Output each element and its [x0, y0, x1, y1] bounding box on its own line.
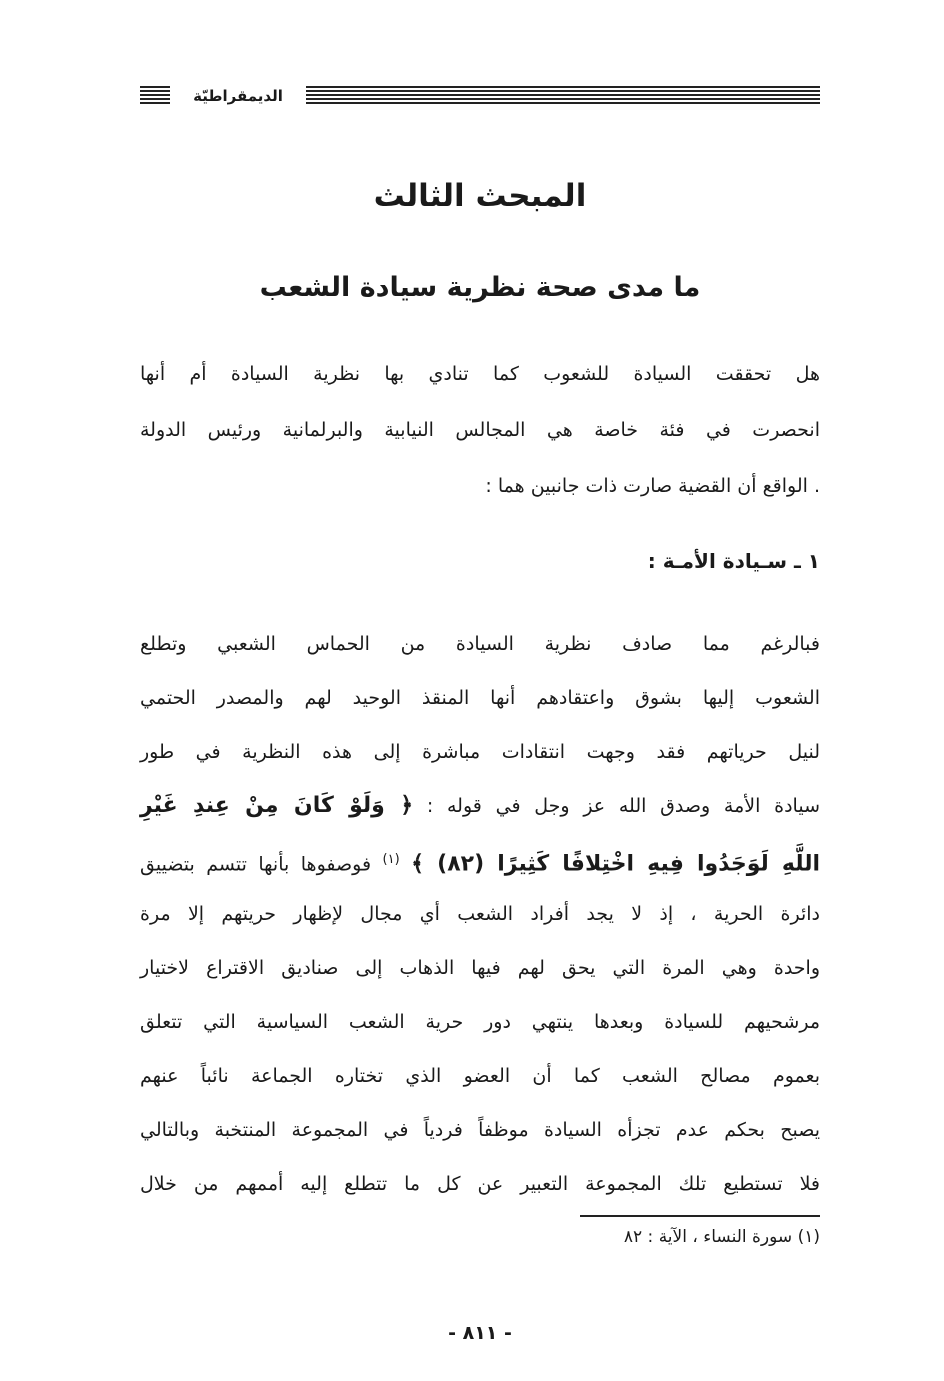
- subheading-nation-sovereignty: ١ ـ سـيادة الأمـة :: [647, 549, 820, 573]
- section-subtitle: ما مدى صحة نظرية سيادة الشعب: [259, 272, 701, 303]
- running-header-title: الديمقراطيّة: [193, 87, 283, 105]
- body-line: فبالرغم مما صادف نظرية السيادة من الحماس الشعبي وتطلع: [140, 633, 820, 655]
- quran-verse-part-2: اللَّهِ لَوَجَدُوا فِيهِ اخْتِلافًا كَثِيرًا (٨٢) ﴾: [411, 851, 821, 877]
- body-line: فلا تستطيع تلك المجموعة التعبير عن كل ما تتطلع إليه أممهم من خلال: [140, 1173, 820, 1195]
- body-line: [140, 786, 820, 840]
- intro-line: هل تحققت السيادة للشعوب كما تنادي بها نظرية السيادة أم أنها: [140, 363, 820, 385]
- body-paragraph: [140, 624, 820, 1218]
- footnote-reference[interactable]: (١): [382, 852, 400, 867]
- body-line: [140, 840, 820, 894]
- intro-paragraph: [140, 354, 820, 522]
- body-line: دائرة الحرية ، إذ لا يجد أفراد الشعب أي مجال لإظهار حريتهم إلا مرة: [140, 903, 820, 925]
- body-line-text: سيادة الأمة وصدق الله عز وجل في قوله :: [426, 795, 821, 817]
- body-line: الشعوب إليها بشوق واعتقادهم أنها المنقذ الوحيد لهم والمصدر الحتمي: [140, 687, 820, 709]
- quran-verse-part-1: ﴿ وَلَوْ كَانَ مِنْ عِندِ غَيْرِ: [140, 793, 414, 818]
- running-header: [140, 84, 820, 110]
- footnote-separator: [580, 1215, 820, 1217]
- body-line: لنيل حرياتهم فقد وجهت انتقادات مباشرة إلى هذه النظرية في طور: [140, 741, 820, 763]
- body-line: مرشحيهم للسيادة وبعدها ينتهي دور حرية الشعب السياسية التي تتعلق: [140, 1011, 820, 1033]
- header-rule-long: [306, 86, 820, 106]
- page-number: - ٨١١ -: [448, 1322, 512, 1344]
- body-line: واحدة وهي المرة التي يحق لهم فيها الذهاب إلى صناديق الاقتراع لاختيار: [140, 957, 820, 979]
- footnote: (١) سورة النساء ، الآية : ٨٢: [623, 1227, 820, 1247]
- body-line: يصبح بحكم عدم تجزأه السيادة موظفاً فردياً في المجموعة المنتخبة وبالتالي: [140, 1119, 820, 1141]
- header-rule-short: [140, 86, 170, 106]
- body-line-text: فوصفوها بأنها تتسم بتضييق: [140, 853, 372, 876]
- intro-line: انحصرت في فئة خاصة هي المجالس النيابية والبرلمانية ورئيس الدولة: [140, 419, 820, 441]
- intro-line: . الواقع أن القضية صارت ذات جانبين هما :: [485, 475, 820, 497]
- section-title: المبحث الثالث: [373, 178, 587, 214]
- body-line: بعموم مصالح الشعب كما أن العضو الذي تختاره الجماعة نائباً عنهم: [140, 1065, 820, 1087]
